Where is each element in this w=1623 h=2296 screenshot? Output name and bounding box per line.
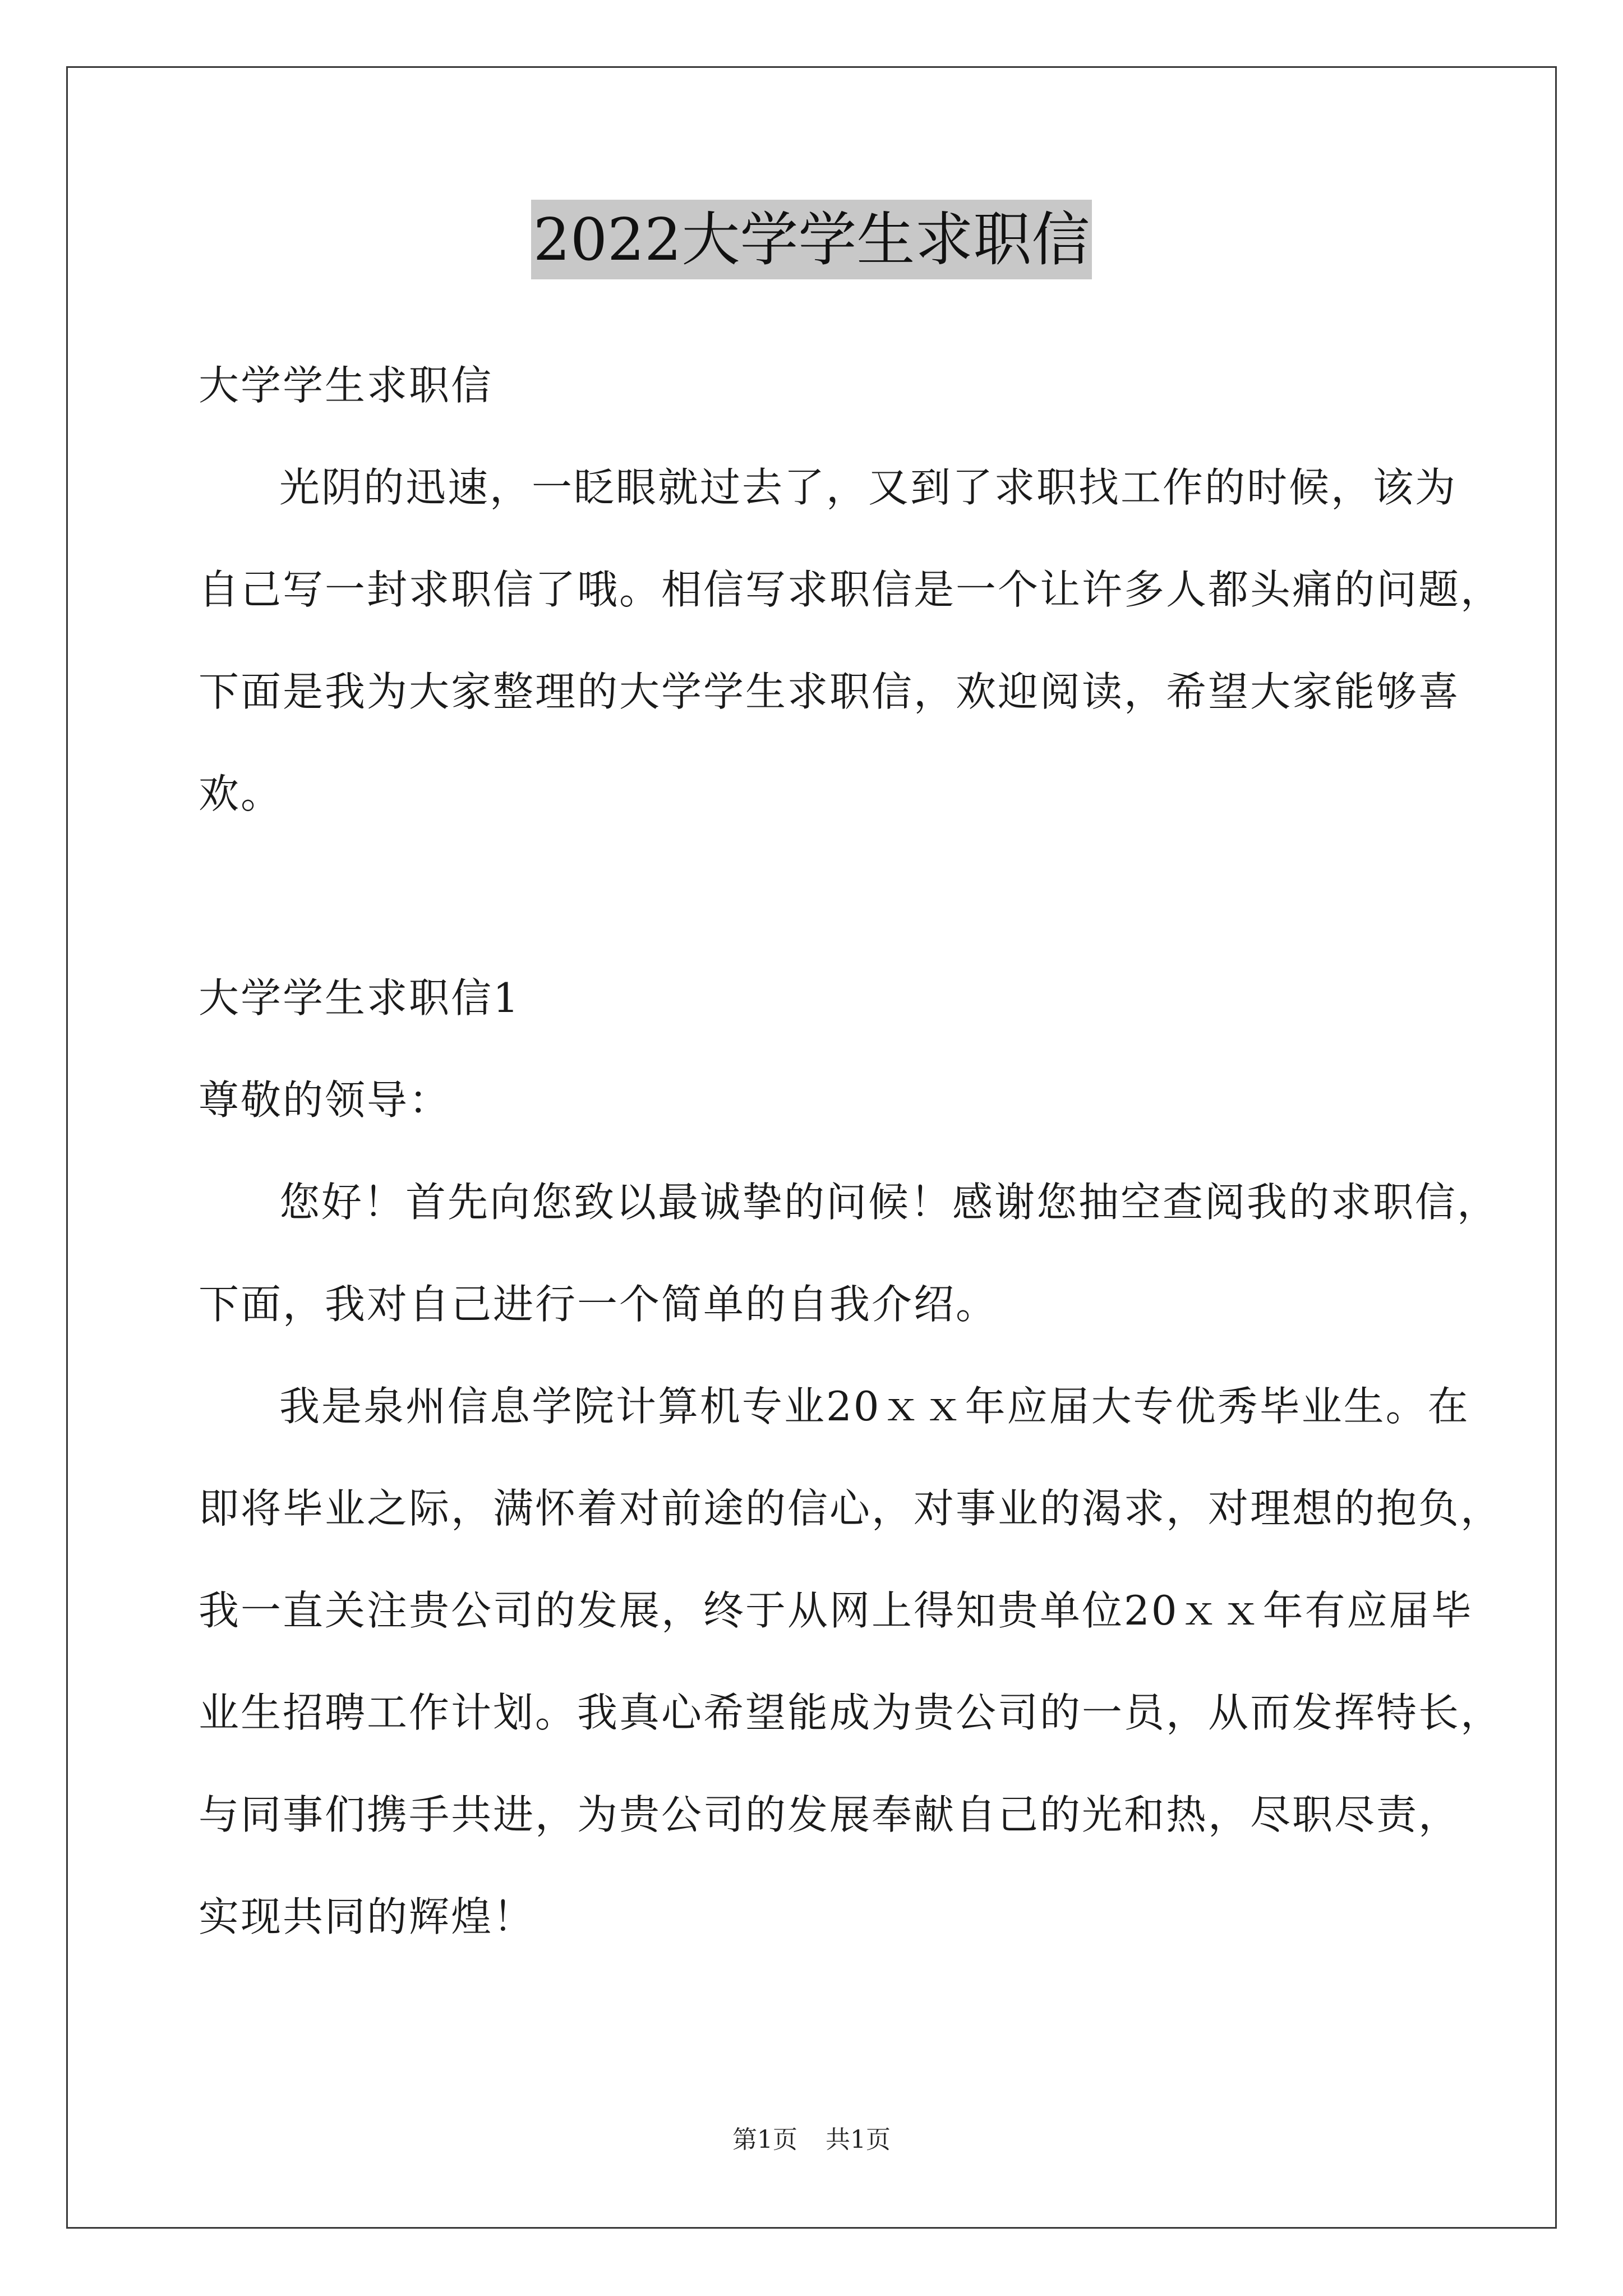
intro-line: 下面是我为大家整理的大学学生求职信，欢迎阅读，希望大家能够喜 — [199, 668, 1461, 715]
blank-line — [199, 845, 1430, 947]
paragraph-line: 我一直关注贵公司的发展，终于从网上得知贵单位20ｘｘ年有应届毕 — [199, 1587, 1473, 1634]
paragraph-line: 您好！首先向您致以最诚挚的问候！感谢您抽空查阅我的求职信， — [279, 1179, 1500, 1226]
title-container — [0, 200, 1623, 279]
intro-line: 自己写一封求职信了哦。相信写求职信是一个让许多人都头痛的问题， — [199, 566, 1503, 613]
paragraph-line: 实现共同的辉煌！ — [199, 1893, 536, 1940]
intro-line: 欢。 — [199, 770, 283, 817]
paragraph-line: 我是泉州信息学院计算机专业20ｘｘ年应届大专优秀毕业生。在 — [279, 1383, 1470, 1430]
salutation: 尊敬的领导： — [199, 1076, 451, 1124]
subtitle: 大学学生求职信 — [199, 362, 494, 409]
intro-line: 光阴的迅速，一眨眼就过去了，又到了求职找工作的时候，该为 — [279, 464, 1458, 511]
section-heading: 大学学生求职信1 — [199, 974, 520, 1022]
page-total: 共1页 — [826, 2125, 891, 2154]
document-title: 2022大学学生求职信 — [531, 200, 1092, 279]
paragraph-line: 业生招聘工作计划。我真心希望能成为贵公司的一员，从而发挥特长， — [199, 1689, 1503, 1736]
page-number: 第1页 — [732, 2125, 797, 2154]
document-body — [199, 334, 1503, 1968]
paragraph-line: 下面，我对自己进行一个简单的自我介绍。 — [199, 1281, 998, 1328]
paragraph-line: 即将毕业之际，满怀着对前途的信心，对事业的渴求，对理想的抱负， — [199, 1485, 1503, 1532]
paragraph-line: 与同事们携手共进，为贵公司的发展奉献自己的光和热，尽职尽责， — [199, 1791, 1461, 1838]
page-footer — [0, 2119, 1623, 2155]
